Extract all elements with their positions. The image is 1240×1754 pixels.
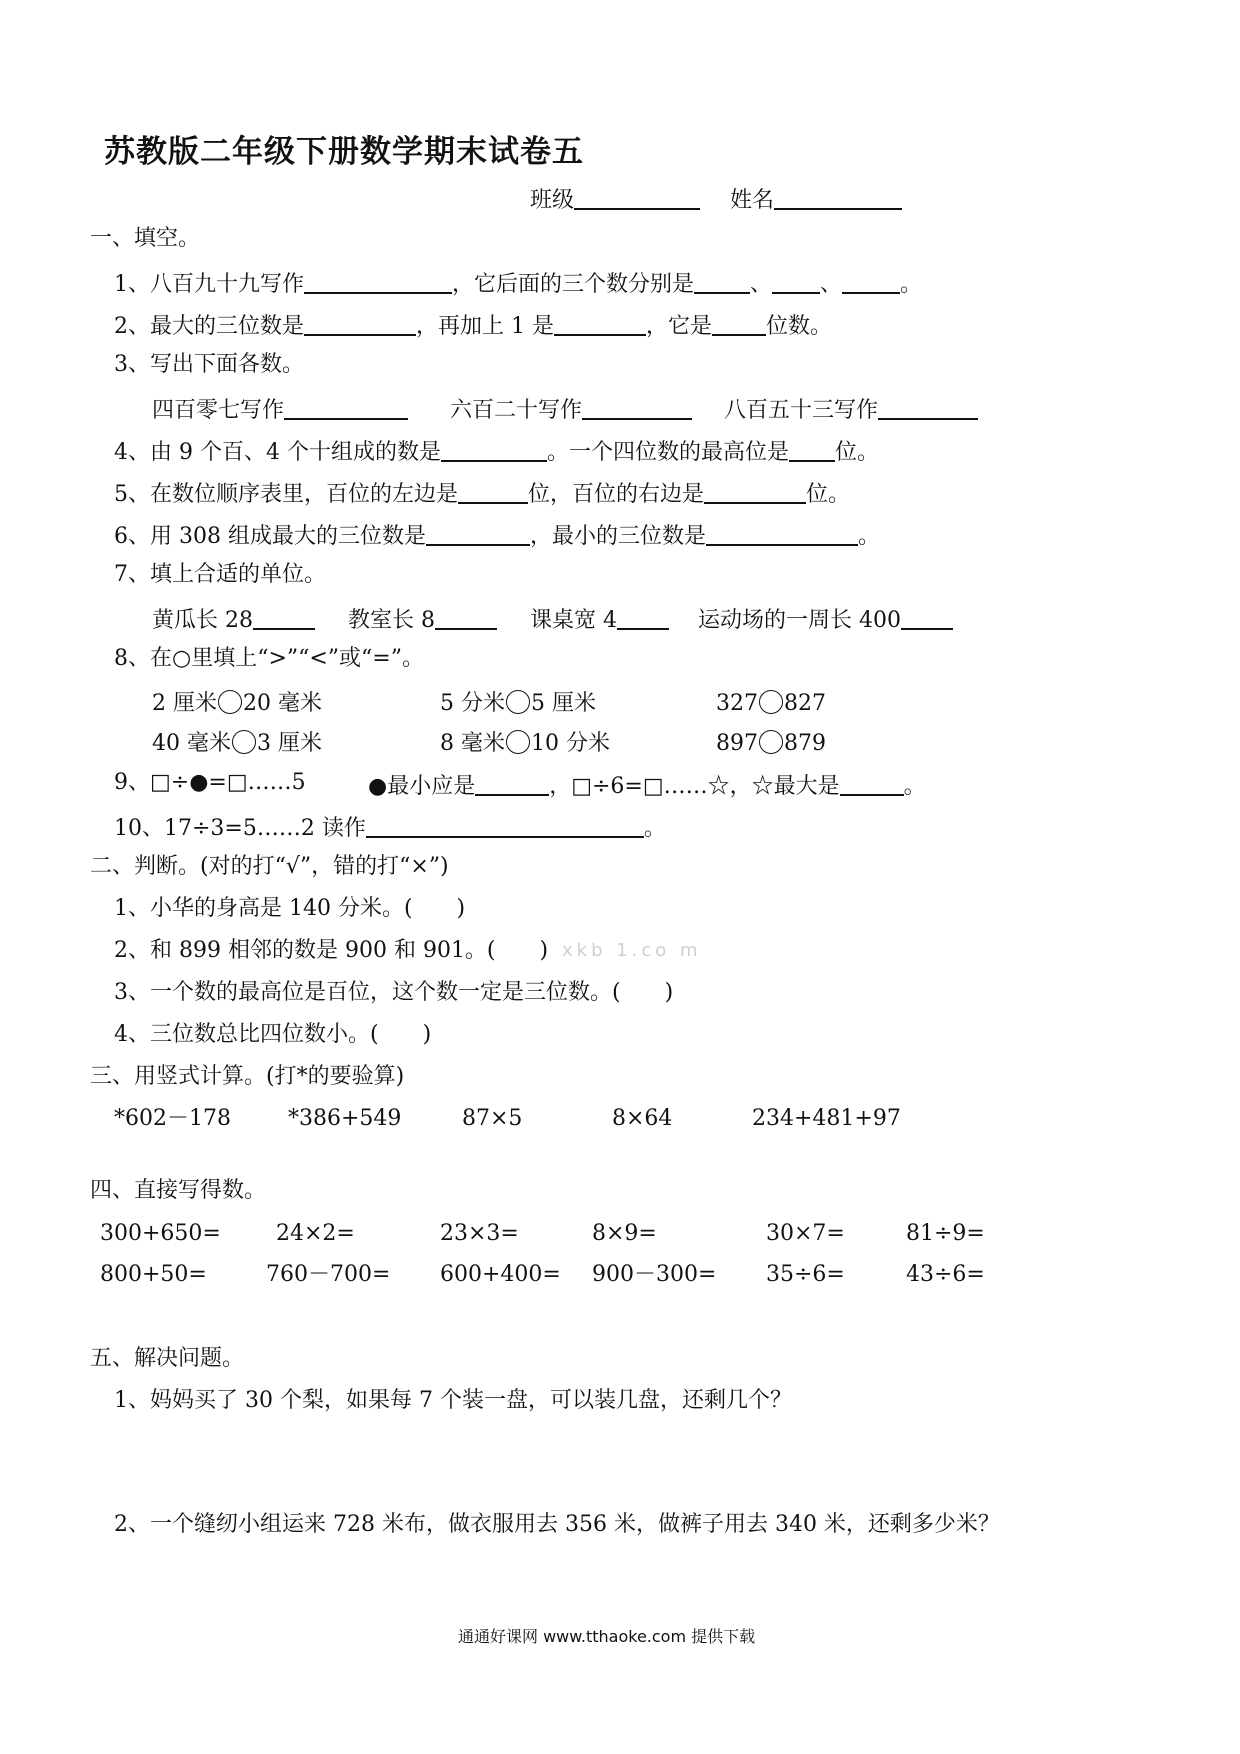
s1-q1: [114, 270, 922, 296]
calc-item-3: 87×5: [462, 1106, 523, 1131]
oral-item: 800+50=: [100, 1262, 207, 1287]
word-problem-1: 1、妈妈买了 30 个梨，如果每 7 个装一盘，可以装几盘，还剩几个？: [114, 1388, 792, 1413]
q7-item-2: [348, 606, 497, 632]
q4-text: 4、由 9 个百、4 个十组成的数是: [114, 440, 441, 465]
q7-blank-3[interactable]: [617, 606, 669, 630]
q5-blank-2[interactable]: [704, 480, 806, 504]
q3-item-3-text: 八百五十三写作: [724, 398, 879, 423]
oral-item: 35÷6=: [766, 1262, 845, 1287]
s1-q8: 8、在○里填上“>”“<”或“=”。: [114, 646, 424, 671]
q5-blank-1[interactable]: [458, 480, 528, 504]
q7-blank-4[interactable]: [901, 606, 953, 630]
oral-item: 30×7=: [766, 1221, 845, 1246]
q6-blank-1[interactable]: [426, 522, 530, 546]
calc-item-5: 234+481+97: [752, 1106, 901, 1131]
s1-q6: [114, 522, 880, 548]
compare-1: [152, 690, 322, 715]
compare-2: [440, 690, 596, 715]
oral-item: 900－300=: [592, 1262, 717, 1287]
compare-left: 327: [716, 691, 758, 716]
s1-q10: [114, 814, 666, 840]
compare-right: 5 厘米: [531, 691, 596, 716]
q6-text-2: ，最小的三位数是: [529, 524, 706, 549]
judge-item-2: 2、和 899 相邻的数是 900 和 901。( ): [114, 938, 549, 963]
q4-end: 位。: [835, 440, 880, 465]
q3-blank-1[interactable]: [284, 396, 408, 420]
q9-text: 9、□÷●=□……5: [114, 770, 306, 795]
q7-blank-2[interactable]: [435, 606, 497, 630]
compare-circle[interactable]: [759, 730, 783, 754]
q2-text-2: ，再加上 1 是: [416, 314, 554, 339]
watermark-text: xkb 1.co m: [562, 940, 702, 961]
q7-item-3: [530, 606, 669, 632]
s1-q9: [114, 772, 306, 794]
compare-4: [152, 730, 322, 755]
s1-q9-part-2: [368, 772, 926, 798]
q3-item-3: [724, 396, 978, 422]
compare-6: [716, 730, 826, 755]
q4-text-2: 。一个四位数的最高位是: [546, 440, 789, 465]
calc-item-1: *602－178: [114, 1106, 231, 1131]
oral-item: 43÷6=: [906, 1262, 985, 1287]
q1-sep-2: 、: [820, 272, 843, 297]
q3-item-1: [152, 396, 408, 422]
q2-blank-3[interactable]: [712, 312, 766, 336]
q7-item-3-text: 课桌宽 4: [530, 608, 617, 633]
s1-q7: 7、填上合适的单位。: [114, 562, 326, 587]
s1-q4: [114, 438, 879, 464]
calc-item-4: 8×64: [612, 1106, 673, 1131]
compare-left: 8 毫米: [440, 731, 505, 756]
compare-right: 3 厘米: [257, 731, 322, 756]
q6-blank-2[interactable]: [706, 522, 858, 546]
oral-item: 300+650=: [100, 1221, 221, 1246]
q1-end: 。: [900, 272, 923, 297]
footer-text: 通通好课网 www.tthaoke.com 提供下载: [458, 1627, 756, 1646]
class-field[interactable]: [530, 186, 700, 212]
compare-left: 40 毫米: [152, 731, 231, 756]
section-5-heading: 五、解决问题。: [90, 1346, 245, 1371]
compare-circle[interactable]: [506, 690, 530, 714]
section-2-heading: 二、判断。(对的打“√”，错的打“×”): [90, 854, 449, 879]
compare-right: 20 毫米: [243, 691, 322, 716]
q3-item-2-text: 六百二十写作: [450, 398, 583, 423]
q3-blank-2[interactable]: [582, 396, 692, 420]
q2-blank-1[interactable]: [304, 312, 416, 336]
compare-circle[interactable]: [759, 690, 783, 714]
compare-left: 2 厘米: [152, 691, 217, 716]
s1-q3: 3、写出下面各数。: [114, 352, 304, 377]
q9-blank-2[interactable]: [840, 772, 904, 796]
page-title: 苏教版二年级下册数学期末试卷五: [104, 134, 584, 170]
s1-q5: [114, 480, 850, 506]
q5-text: 5、在数位顺序表里，百位的左边是: [114, 482, 458, 507]
q1-blank-4[interactable]: [842, 270, 900, 294]
calc-item-2: *386+549: [288, 1106, 402, 1131]
q2-text: 2、最大的三位数是: [114, 314, 304, 339]
oral-item: 23×3=: [440, 1221, 519, 1246]
section-1-heading: 一、填空。: [90, 226, 201, 251]
q9-text-2: ●最小应是: [368, 774, 476, 799]
q9-end: 。: [903, 774, 926, 799]
q1-blank-3[interactable]: [772, 270, 820, 294]
q7-item-2-text: 教室长 8: [348, 608, 435, 633]
q3-item-1-text: 四百零七写作: [152, 398, 285, 423]
compare-right: 879: [784, 731, 826, 756]
q9-blank-1[interactable]: [475, 772, 549, 796]
q4-blank-1[interactable]: [441, 438, 547, 462]
q3-blank-3[interactable]: [878, 396, 978, 420]
q1-sep-1: 、: [750, 272, 773, 297]
compare-3: [716, 690, 826, 715]
compare-5: [440, 730, 610, 755]
section-3-heading: 三、用竖式计算。(打*的要验算): [90, 1064, 405, 1089]
q1-blank-1[interactable]: [304, 270, 452, 294]
q2-end: 位数。: [766, 314, 833, 339]
q10-end: 。: [643, 816, 666, 841]
compare-circle[interactable]: [218, 690, 242, 714]
name-field[interactable]: [730, 186, 902, 212]
q1-text: 1、八百九十九写作: [114, 272, 304, 297]
q3-item-2: [450, 396, 692, 422]
q2-blank-2[interactable]: [554, 312, 646, 336]
q7-item-4-text: 运动场的一周长 400: [698, 608, 901, 633]
compare-right: 10 分米: [531, 731, 610, 756]
section-4-heading: 四、直接写得数。: [90, 1178, 267, 1203]
compare-left: 897: [716, 731, 758, 756]
compare-circle[interactable]: [232, 730, 256, 754]
oral-item: 760－700=: [266, 1262, 391, 1287]
judge-item-4: 4、三位数总比四位数小。( ): [114, 1022, 432, 1047]
q10-blank[interactable]: [366, 814, 644, 838]
q2-text-3: ，它是: [645, 314, 712, 339]
q4-blank-2[interactable]: [789, 438, 835, 462]
q10-text: 10、17÷3=5……2 读作: [114, 816, 366, 841]
s1-q2: [114, 312, 832, 338]
q1-blank-2[interactable]: [694, 270, 750, 294]
name-label: 姓名: [730, 188, 775, 213]
q5-text-2: 位，百位的右边是: [528, 482, 705, 507]
q7-item-1-text: 黄瓜长 28: [152, 608, 253, 633]
q6-end: 。: [858, 524, 881, 549]
compare-left: 5 分米: [440, 691, 505, 716]
q7-item-1: [152, 606, 315, 632]
q7-item-4: [698, 606, 953, 632]
class-label: 班级: [530, 188, 575, 213]
q5-end: 位。: [806, 482, 851, 507]
q6-text: 6、用 308 组成最大的三位数是: [114, 524, 426, 549]
q7-blank-1[interactable]: [253, 606, 315, 630]
compare-right: 827: [784, 691, 826, 716]
oral-item: 81÷9=: [906, 1221, 985, 1246]
judge-item-1: 1、小华的身高是 140 分米。( ): [114, 896, 466, 921]
compare-circle[interactable]: [506, 730, 530, 754]
oral-item: 8×9=: [592, 1221, 657, 1246]
oral-item: 600+400=: [440, 1262, 561, 1287]
name-blank[interactable]: [774, 186, 902, 210]
judge-item-3: 3、一个数的最高位是百位，这个数一定是三位数。( ): [114, 980, 674, 1005]
q1-text-2: ，它后面的三个数分别是: [452, 272, 695, 297]
oral-item: 24×2=: [276, 1221, 355, 1246]
class-blank[interactable]: [574, 186, 700, 210]
word-problem-2: 2、一个缝纫小组运来 728 米布，做衣服用去 356 米，做裤子用去 340 米，还剩多少米？: [114, 1512, 1000, 1537]
q9-text-3: ，□÷6=□……☆，☆最大是: [549, 774, 840, 799]
